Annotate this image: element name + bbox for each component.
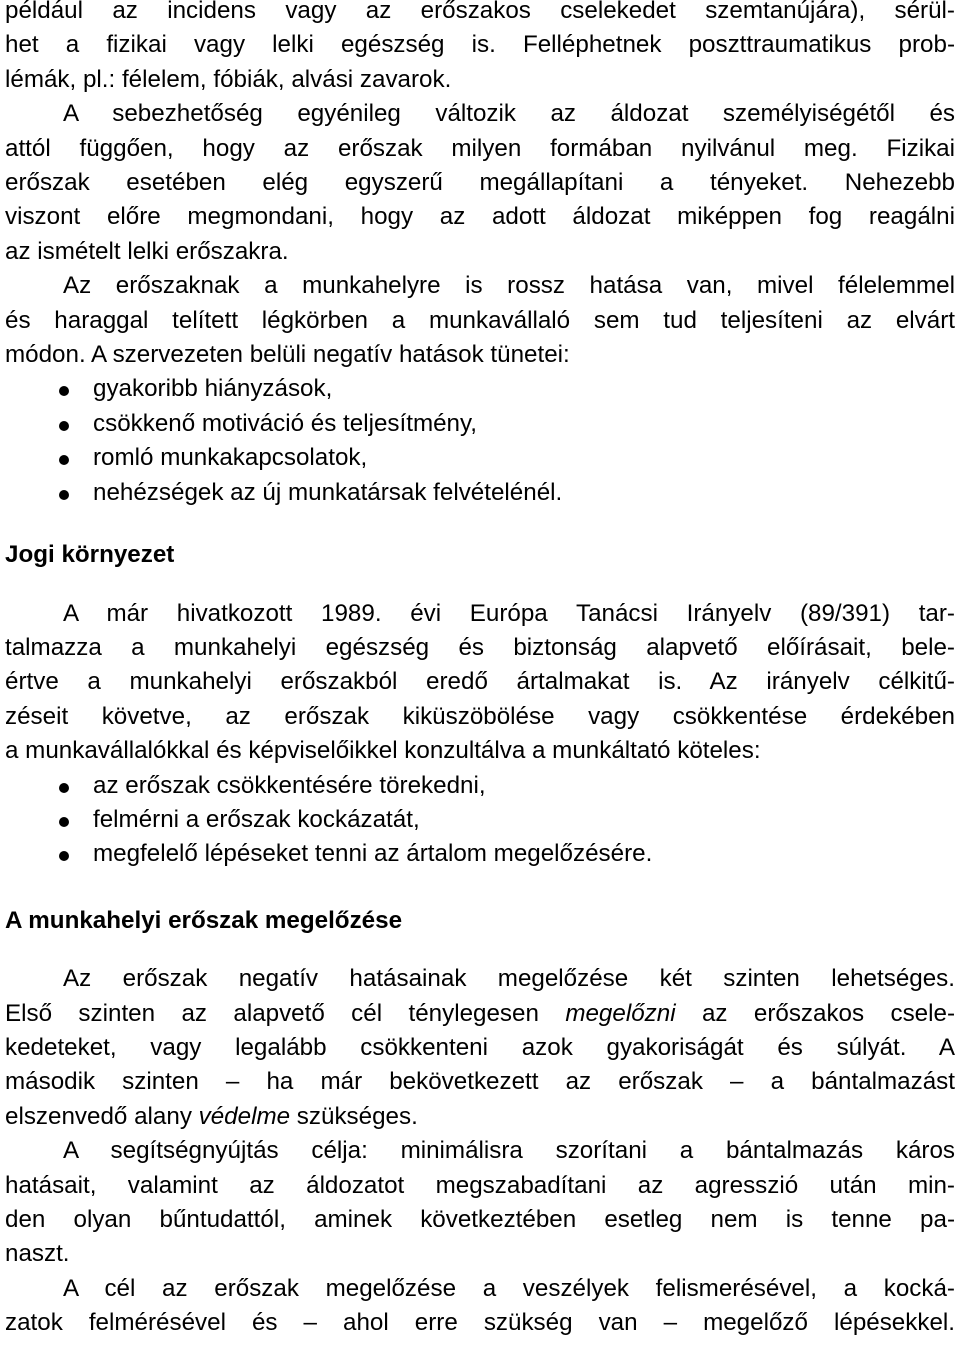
text-line: kedeteket, vagy legalább csökkenteni azok gyakoriságát és súlyát. A: [5, 1033, 955, 1061]
section-heading-prevention: A munkahelyi erőszak megelőzése: [5, 906, 403, 934]
text-line: értve a munkahelyi erőszakból eredő ártalmakat is. Az irányelv célkitű-: [5, 668, 955, 696]
section-heading-legal: Jogi környezet: [5, 541, 175, 569]
text-line: het a fizikai vagy lelki egészség is. Felléphetnek poszttraumatikus prob-: [5, 31, 955, 59]
text-line: a munkavállalókkal és képviselőikkel konzultálva a munkáltató köteles:: [5, 737, 761, 765]
list-item: romló munkakapcsolatok,: [5, 441, 955, 475]
text-line: A segítségnyújtás célja: minimálisra szorítani a bántalmazás káros: [63, 1137, 955, 1165]
bullet-icon: [59, 421, 69, 431]
text-line: például az incidens vagy az erőszakos cselekedet szemtanújára), sérül-: [5, 0, 955, 24]
text-line: A sebezhetőség egyénileg változik az áldozat személyiségétől és: [63, 100, 955, 128]
bullet-icon: [59, 783, 69, 793]
employer-duties-list: [5, 769, 955, 872]
intro-paragraphs: [5, 0, 955, 372]
negative-effects-list: [5, 372, 955, 510]
list-item: felmérni a erőszak kockázatát,: [5, 803, 955, 837]
text-line: második szinten – ha már bekövetkezett az erőszak – a bántalmazást: [5, 1068, 955, 1096]
list-item: nehézségek az új munkatársak felvételénél.: [5, 476, 955, 510]
list-item: az erőszak csökkentésére törekedni,: [5, 769, 955, 803]
text-line: zatok felmérésével és – ahol erre szükség van – megelőző lépésekkel.: [5, 1309, 955, 1337]
text-line: Az erőszaknak a munkahelyre is rossz hatása van, mivel félelemmel: [63, 272, 955, 300]
text-line: den olyan bűntudattól, aminek következtében esetleg nem is tenne pa-: [5, 1206, 955, 1233]
text-line: viszont előre megmondani, hogy az adott áldozat miképpen fog reagálni: [5, 203, 955, 231]
text-line: A cél az erőszak megelőzése a veszélyek felismerésével, a kocká-: [63, 1274, 955, 1302]
text-line: elszenvedő alany védelme szükséges.: [5, 1102, 418, 1130]
text-line: lémák, pl.: félelem, fóbiák, alvási zavarok.: [5, 65, 452, 93]
prevention-paragraph-3: [5, 1272, 955, 1341]
text-line: hatásait, valamint az áldozatot megszabadítani az agresszió után min-: [5, 1171, 955, 1199]
document-page: [5, 0, 955, 1341]
bullet-icon: [59, 851, 69, 861]
list-item: gyakoribb hiányzások,: [5, 372, 955, 406]
list-item: megfelelő lépéseket tenni az ártalom megelőzésére.: [5, 837, 955, 871]
text-line: az ismételt lelki erőszakra.: [5, 237, 289, 265]
bullet-icon: [59, 386, 69, 396]
text-line: módon. A szervezeten belüli negatív hatások tünetei:: [5, 341, 570, 369]
list-item: csökkenő motiváció és teljesítmény,: [5, 407, 955, 441]
prevention-paragraph-2: [5, 1134, 955, 1272]
text-line: Az erőszak negatív hatásainak megelőzése két szinten lehetséges.: [63, 965, 955, 993]
text-line: erőszak esetében elég egyszerű megállapítani a tényeket. Nehezebb: [5, 169, 955, 197]
prevention-paragraph-1: [5, 962, 955, 1134]
bullet-icon: [59, 490, 69, 500]
text-line: naszt.: [5, 1240, 70, 1268]
bullet-icon: [59, 817, 69, 827]
text-line: Első szinten az alapvető cél ténylegesen megelőzni az erőszakos csele-: [5, 999, 955, 1027]
text-line: zéseit követve, az erőszak kiküszöbölése vagy csökkentése érdekében: [5, 702, 955, 730]
legal-paragraph: [5, 597, 955, 769]
text-line: és haraggal telített légkörben a munkavállaló sem tud teljesíteni az elvárt: [5, 306, 955, 334]
text-line: attól függően, hogy az erőszak milyen formában nyilvánul meg. Fizikai: [5, 134, 955, 162]
bullet-icon: [59, 455, 69, 465]
text-line: A már hivatkozott 1989. évi Európa Tanácsi Irányelv (89/391) tar-: [63, 599, 955, 627]
text-line: talmazza a munkahelyi egészség és biztonság alapvető előírásait, bele-: [5, 633, 955, 661]
